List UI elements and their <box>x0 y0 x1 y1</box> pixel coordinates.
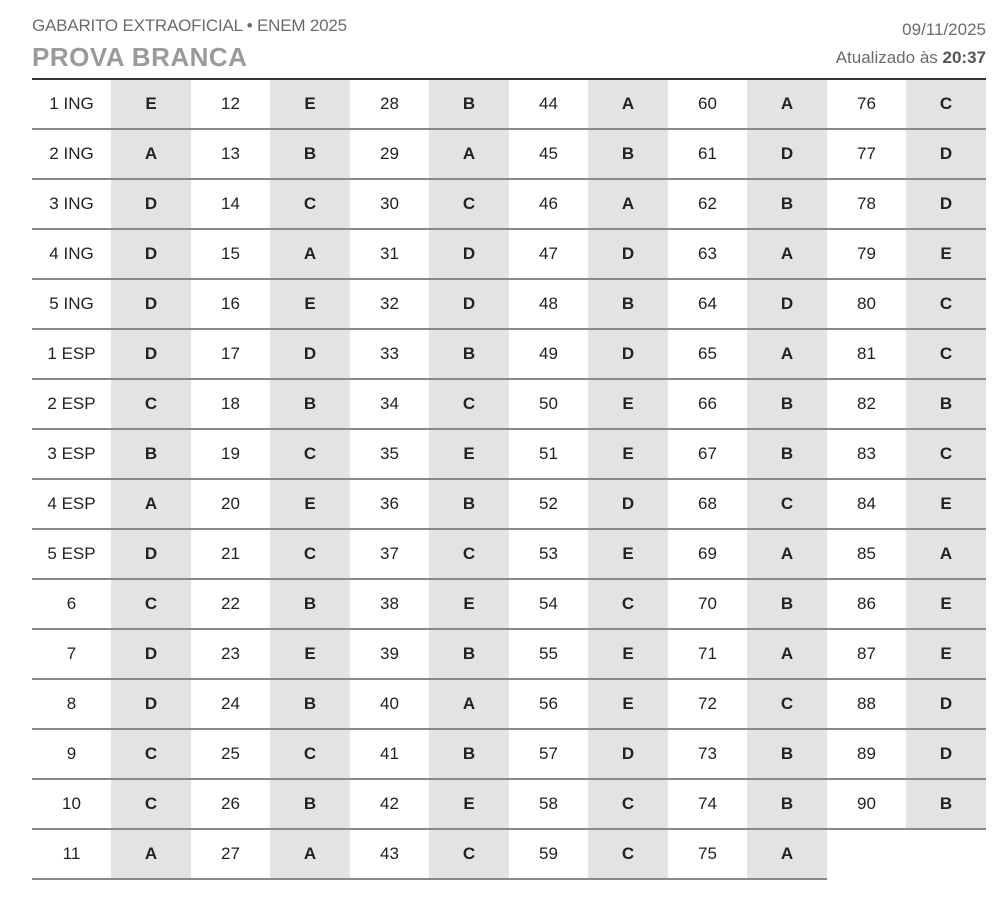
answer-row <box>32 80 191 130</box>
answer-row <box>668 180 827 230</box>
answer-row <box>668 280 827 330</box>
answer-row <box>668 480 827 530</box>
question-number: 17 <box>221 344 240 363</box>
answer-row <box>32 180 191 230</box>
answer-letter: D <box>906 680 986 728</box>
answer-letter: E <box>270 480 350 528</box>
answer-row <box>350 430 509 480</box>
answer-letter: D <box>111 230 191 278</box>
question-number: 14 <box>221 194 240 213</box>
question-number: 88 <box>857 694 876 713</box>
question-number: 87 <box>857 644 876 663</box>
updated-label: Atualizado às <box>835 48 938 67</box>
answer-letter: D <box>588 730 668 778</box>
question-number: 60 <box>698 94 717 113</box>
question-number: 5 ING <box>49 294 94 313</box>
question-number: 22 <box>221 594 240 613</box>
question-number: 53 <box>539 544 558 563</box>
answer-letter: B <box>429 730 509 778</box>
answer-letter: A <box>270 830 350 878</box>
question-number: 20 <box>221 494 240 513</box>
question-number: 13 <box>221 144 240 163</box>
answer-row <box>350 380 509 430</box>
answer-letter: E <box>270 630 350 678</box>
question-number: 2 ING <box>49 144 94 163</box>
answer-letter: B <box>111 430 191 478</box>
question-number: 31 <box>380 244 399 263</box>
answer-row <box>668 830 827 880</box>
question-number: 38 <box>380 594 399 613</box>
answer-row <box>191 280 350 330</box>
answer-letter: D <box>906 730 986 778</box>
answer-row <box>191 580 350 630</box>
question-number: 37 <box>380 544 399 563</box>
question-number: 35 <box>380 444 399 463</box>
answer-row <box>509 580 668 630</box>
question-number: 24 <box>221 694 240 713</box>
answer-letter: B <box>429 630 509 678</box>
question-number: 11 <box>62 844 81 863</box>
answer-row <box>32 230 191 280</box>
answer-letter: A <box>429 680 509 728</box>
answer-row <box>827 130 986 180</box>
question-number: 29 <box>380 144 399 163</box>
answer-row <box>668 80 827 130</box>
answer-row <box>668 530 827 580</box>
answer-letter: B <box>588 280 668 328</box>
answer-row <box>350 580 509 630</box>
answer-letter: A <box>588 180 668 228</box>
question-number: 83 <box>857 444 876 463</box>
answer-row <box>509 630 668 680</box>
question-number: 64 <box>698 294 717 313</box>
question-number: 90 <box>857 794 876 813</box>
answer-letter: B <box>270 680 350 728</box>
answer-row <box>668 230 827 280</box>
answer-letter: C <box>429 530 509 578</box>
question-number: 80 <box>857 294 876 313</box>
answer-row <box>668 130 827 180</box>
question-number: 32 <box>380 294 399 313</box>
answer-letter: D <box>747 280 827 328</box>
question-number: 48 <box>539 294 558 313</box>
answer-row <box>32 630 191 680</box>
answer-letter: C <box>111 580 191 628</box>
question-number: 9 <box>66 744 77 763</box>
answer-letter: D <box>747 130 827 178</box>
answer-letter: C <box>747 480 827 528</box>
question-number: 40 <box>380 694 399 713</box>
question-number: 63 <box>698 244 717 263</box>
answer-row <box>350 680 509 730</box>
answer-row <box>509 230 668 280</box>
answer-letter: B <box>270 130 350 178</box>
question-number: 58 <box>539 794 558 813</box>
answer-row <box>827 280 986 330</box>
question-number: 52 <box>539 494 558 513</box>
question-number: 30 <box>380 194 399 213</box>
answer-row <box>350 530 509 580</box>
answer-letter: C <box>429 380 509 428</box>
answer-row <box>827 480 986 530</box>
answer-letter: C <box>111 380 191 428</box>
question-number: 34 <box>380 394 399 413</box>
question-number: 62 <box>698 194 717 213</box>
question-number: 81 <box>857 344 876 363</box>
answer-row <box>827 80 986 130</box>
answer-row <box>350 330 509 380</box>
answer-letter: B <box>747 580 827 628</box>
question-number: 89 <box>857 744 876 763</box>
answer-letter: C <box>588 830 668 878</box>
answer-row <box>191 230 350 280</box>
answer-letter: B <box>429 80 509 128</box>
answer-letter: A <box>747 230 827 278</box>
question-number: 23 <box>221 644 240 663</box>
answer-letter: A <box>906 530 986 578</box>
answer-letter: E <box>429 780 509 828</box>
question-number: 28 <box>380 94 399 113</box>
answer-letter: E <box>906 480 986 528</box>
answer-row <box>509 330 668 380</box>
question-number: 56 <box>539 694 558 713</box>
answer-letter: A <box>747 830 827 878</box>
question-number: 74 <box>698 794 717 813</box>
answer-row <box>191 730 350 780</box>
answer-row <box>350 480 509 530</box>
question-number: 36 <box>380 494 399 513</box>
answer-column <box>827 80 986 830</box>
question-number: 44 <box>539 94 558 113</box>
answer-letter: C <box>111 780 191 828</box>
answer-letter: C <box>270 730 350 778</box>
answer-row <box>191 630 350 680</box>
question-number: 3 ING <box>49 194 94 213</box>
answer-row <box>827 180 986 230</box>
answer-row <box>32 830 191 880</box>
answer-letter: A <box>429 130 509 178</box>
answer-letter: D <box>111 530 191 578</box>
answer-row <box>32 330 191 380</box>
answer-letter: D <box>429 230 509 278</box>
answer-row <box>350 230 509 280</box>
question-number: 65 <box>698 344 717 363</box>
answer-row <box>509 780 668 830</box>
answer-letter: D <box>588 480 668 528</box>
answer-row <box>350 630 509 680</box>
question-number: 51 <box>539 444 558 463</box>
answer-letter: D <box>588 330 668 378</box>
question-number: 72 <box>698 694 717 713</box>
answer-letter: E <box>429 430 509 478</box>
question-number: 86 <box>857 594 876 613</box>
answer-letter: D <box>111 630 191 678</box>
question-number: 3 ESP <box>47 444 96 463</box>
answer-letter: E <box>588 430 668 478</box>
question-number: 75 <box>698 844 717 863</box>
answer-letter: D <box>429 280 509 328</box>
answer-letter: E <box>270 280 350 328</box>
answer-letter: C <box>270 180 350 228</box>
question-number: 1 ING <box>49 94 94 113</box>
exam-date: 09/11/2025 <box>902 20 986 39</box>
answer-letter: D <box>906 130 986 178</box>
answer-column <box>668 80 827 880</box>
question-number: 33 <box>380 344 399 363</box>
answer-letter: E <box>906 230 986 278</box>
answer-letter: C <box>906 280 986 328</box>
answer-row <box>509 380 668 430</box>
answer-row <box>350 130 509 180</box>
answer-letter: C <box>588 780 668 828</box>
question-number: 49 <box>539 344 558 363</box>
question-number: 43 <box>380 844 399 863</box>
answer-letter: D <box>270 330 350 378</box>
question-number: 46 <box>539 194 558 213</box>
answer-letter: E <box>906 580 986 628</box>
answer-row <box>827 680 986 730</box>
question-number: 5 ESP <box>47 544 96 563</box>
question-number: 8 <box>66 694 77 713</box>
answer-row <box>191 530 350 580</box>
answer-row <box>350 80 509 130</box>
question-number: 27 <box>221 844 240 863</box>
question-number: 54 <box>539 594 558 613</box>
answer-row <box>191 330 350 380</box>
answer-column <box>509 80 668 880</box>
answer-column <box>350 80 509 880</box>
answer-column <box>32 80 191 880</box>
question-number: 69 <box>698 544 717 563</box>
answer-row <box>827 580 986 630</box>
question-number: 10 <box>62 794 81 813</box>
answer-letter: B <box>747 380 827 428</box>
question-number: 50 <box>539 394 558 413</box>
question-number: 4 ESP <box>47 494 96 513</box>
answer-letter: C <box>270 530 350 578</box>
answer-letter: D <box>906 180 986 228</box>
answer-column <box>191 80 350 880</box>
answer-row <box>827 430 986 480</box>
answer-row <box>668 680 827 730</box>
answer-letter: A <box>270 230 350 278</box>
question-number: 7 <box>66 644 77 663</box>
question-number: 71 <box>698 644 717 663</box>
answer-letter: C <box>111 730 191 778</box>
answer-row <box>191 680 350 730</box>
question-number: 55 <box>539 644 558 663</box>
answer-row <box>668 630 827 680</box>
question-number: 41 <box>380 744 399 763</box>
answer-letter: A <box>111 130 191 178</box>
answer-row <box>509 180 668 230</box>
answer-row <box>509 130 668 180</box>
answer-row <box>827 730 986 780</box>
question-number: 15 <box>221 244 240 263</box>
answer-letter: A <box>747 630 827 678</box>
answer-letter: D <box>111 680 191 728</box>
answer-row <box>350 730 509 780</box>
answer-letter: C <box>270 430 350 478</box>
exam-subtitle: GABARITO EXTRAOFICIAL • ENEM 2025 <box>32 16 347 35</box>
question-number: 25 <box>221 744 240 763</box>
question-number: 78 <box>857 194 876 213</box>
answer-row <box>509 430 668 480</box>
answer-row <box>32 280 191 330</box>
answer-row <box>827 230 986 280</box>
question-number: 76 <box>857 94 876 113</box>
answer-row <box>827 330 986 380</box>
answer-row <box>32 780 191 830</box>
answer-letter: A <box>588 80 668 128</box>
answer-row <box>191 480 350 530</box>
answer-letter: D <box>111 330 191 378</box>
answer-letter: A <box>111 830 191 878</box>
answer-row <box>191 380 350 430</box>
answer-row <box>509 280 668 330</box>
question-number: 70 <box>698 594 717 613</box>
answer-letter: B <box>747 180 827 228</box>
answer-row <box>509 680 668 730</box>
question-number: 59 <box>539 844 558 863</box>
answer-letter: B <box>906 380 986 428</box>
answer-letter: A <box>747 330 827 378</box>
answer-row <box>509 730 668 780</box>
answer-letter: B <box>747 430 827 478</box>
answer-row <box>32 530 191 580</box>
answer-row <box>668 730 827 780</box>
answer-letter: B <box>429 480 509 528</box>
answer-row <box>32 580 191 630</box>
question-number: 4 ING <box>49 244 94 263</box>
question-number: 12 <box>221 94 240 113</box>
answer-letter: A <box>747 530 827 578</box>
answer-row <box>32 130 191 180</box>
answer-letter: D <box>111 280 191 328</box>
answer-letter: C <box>906 80 986 128</box>
question-number: 57 <box>539 744 558 763</box>
answer-letter: C <box>906 430 986 478</box>
answer-letter: E <box>588 530 668 578</box>
answer-letter: B <box>270 380 350 428</box>
answer-letter: C <box>747 680 827 728</box>
answer-letter: C <box>429 180 509 228</box>
answer-letter: E <box>588 380 668 428</box>
answer-row <box>32 730 191 780</box>
answer-row <box>191 430 350 480</box>
question-number: 82 <box>857 394 876 413</box>
answer-letter: C <box>588 580 668 628</box>
answer-row <box>509 530 668 580</box>
answer-row <box>350 830 509 880</box>
answer-row <box>191 180 350 230</box>
question-number: 77 <box>857 144 876 163</box>
answer-row <box>191 780 350 830</box>
answer-letter: B <box>906 780 986 828</box>
answer-row <box>668 780 827 830</box>
answer-row <box>668 580 827 630</box>
question-number: 1 ESP <box>47 344 96 363</box>
answer-row <box>350 780 509 830</box>
answer-letter: C <box>906 330 986 378</box>
answer-row <box>827 630 986 680</box>
question-number: 26 <box>221 794 240 813</box>
answer-letter: E <box>429 580 509 628</box>
question-number: 73 <box>698 744 717 763</box>
answer-row <box>509 480 668 530</box>
question-number: 18 <box>221 394 240 413</box>
answer-letter: E <box>111 80 191 128</box>
answer-row <box>191 80 350 130</box>
question-number: 45 <box>539 144 558 163</box>
answer-letter: B <box>747 730 827 778</box>
answer-letter: E <box>588 630 668 678</box>
question-number: 39 <box>380 644 399 663</box>
question-number: 61 <box>698 144 717 163</box>
answer-row <box>191 130 350 180</box>
question-number: 16 <box>221 294 240 313</box>
answer-row <box>509 80 668 130</box>
answer-letter: B <box>747 780 827 828</box>
header <box>32 12 986 78</box>
question-number: 79 <box>857 244 876 263</box>
answer-row <box>509 830 668 880</box>
question-number: 42 <box>380 794 399 813</box>
answer-row <box>350 280 509 330</box>
answer-row <box>32 480 191 530</box>
answer-letter: B <box>429 330 509 378</box>
answer-row <box>668 330 827 380</box>
question-number: 85 <box>857 544 876 563</box>
question-number: 2 ESP <box>47 394 96 413</box>
question-number: 84 <box>857 494 876 513</box>
answer-letter: A <box>111 480 191 528</box>
exam-title: PROVA BRANCA <box>32 42 248 72</box>
question-number: 21 <box>221 544 240 563</box>
answer-row <box>191 830 350 880</box>
answer-letter: C <box>429 830 509 878</box>
answer-letter: B <box>270 780 350 828</box>
question-number: 19 <box>221 444 240 463</box>
question-number: 66 <box>698 394 717 413</box>
answer-letter: B <box>588 130 668 178</box>
answer-row <box>350 180 509 230</box>
answer-letter: E <box>906 630 986 678</box>
question-number: 68 <box>698 494 717 513</box>
answer-row <box>827 780 986 830</box>
answer-row <box>32 380 191 430</box>
answer-row <box>827 380 986 430</box>
answer-letter: D <box>111 180 191 228</box>
answer-letter: B <box>270 580 350 628</box>
answer-letter: A <box>747 80 827 128</box>
question-number: 67 <box>698 444 717 463</box>
answer-row <box>668 380 827 430</box>
answer-row <box>32 680 191 730</box>
question-number: 6 <box>66 594 77 613</box>
answer-row <box>668 430 827 480</box>
answer-letter: E <box>270 80 350 128</box>
updated-time: 20:37 <box>942 48 986 67</box>
answer-letter: D <box>588 230 668 278</box>
answer-row <box>32 430 191 480</box>
update-status <box>836 48 986 68</box>
question-number: 47 <box>539 244 558 263</box>
answer-letter: E <box>588 680 668 728</box>
answer-row <box>827 530 986 580</box>
